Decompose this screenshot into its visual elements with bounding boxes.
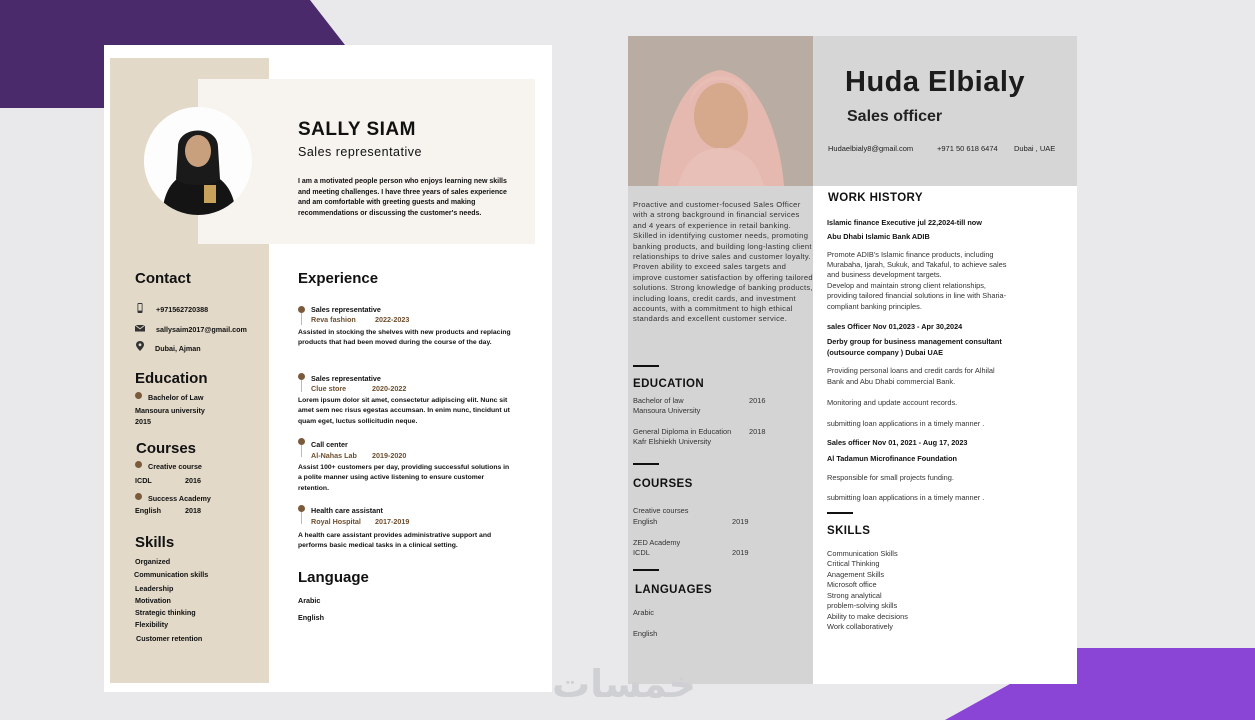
job-company: Al Tadamun Microfinance Foundation (827, 454, 957, 463)
course-line: Creative courses (633, 506, 689, 515)
skill-item: Customer retention (136, 634, 203, 643)
timeline-line (301, 445, 302, 457)
job-description: Assisted in stocking the shelves with new products and replacing products that had been moved during the course of the day. (298, 329, 511, 347)
languages-heading: LANGUAGES (635, 584, 713, 596)
resume-huda-elbialy (628, 36, 1077, 684)
job-line: Monitoring and update account records. (827, 398, 958, 407)
course-name: Success Academy (148, 494, 211, 503)
resume-sally-siam (104, 45, 552, 692)
course-name: Creative course (148, 462, 202, 471)
job-company: Abu Dhabi Islamic Bank ADIB (827, 232, 930, 241)
job-role: Sales representative (311, 374, 381, 383)
course-line: ICDL (633, 548, 650, 557)
job-company: (outsource company ) Dubai UAE (827, 348, 943, 357)
divider (633, 569, 659, 571)
job-line: providing tailored financial solutions in line with Sharia- (827, 291, 1007, 300)
resume2-email: Hudaelbialy8@gmail.com (828, 144, 914, 153)
job-line: submitting loan applications in a timely manner . (827, 419, 985, 428)
job-title: sales Officer Nov 01,2023 - Apr 30,2024 (827, 322, 963, 331)
education-line: Mansoura University (633, 406, 701, 415)
education-line: Bachelor of law (633, 396, 684, 405)
education-line: General Diploma in Education (633, 427, 732, 436)
profile-photo (628, 36, 813, 186)
education-degree: Bachelor of Law (148, 393, 204, 402)
course-year: 2018 (185, 506, 201, 515)
job-years: 2020-2022 (372, 384, 407, 393)
resume2-role: Sales officer (847, 108, 943, 125)
skill-item: Strategic thinking (135, 608, 196, 617)
experience-heading: Experience (298, 270, 379, 287)
skill-item: Work collaboratively (827, 622, 893, 631)
education-heading: Education (135, 370, 208, 387)
contact-heading: Contact (135, 270, 191, 287)
skill-item: problem-solving skills (827, 601, 898, 610)
divider (827, 512, 853, 514)
course-year: 2016 (185, 476, 201, 485)
job-line: and business development targets. (827, 270, 942, 279)
job-description: A health care assistant provides administrative support and performs basic medical tasks in a clinical setting. (298, 532, 492, 550)
job-role: Sales representative (311, 305, 381, 314)
job-company: Reva fashion (311, 315, 356, 324)
job-line: submitting loan applications in a timely manner . (827, 493, 985, 502)
job-company: Clue store (311, 384, 347, 393)
job-years: 2019-2020 (372, 451, 407, 460)
skill-item: Anagement Skills (827, 570, 885, 579)
divider (633, 463, 659, 465)
timeline-dot (298, 438, 305, 445)
course-line: ZED Academy (633, 538, 681, 547)
skill-item: Motivation (135, 596, 171, 605)
education-line: Kafr Elshiekh University (633, 437, 712, 446)
skill-item: Communication Skills (827, 549, 898, 558)
resume2-name: Huda Elbialy (845, 66, 1026, 98)
job-line: Murabaha, Ijarah, Sukuk, and Takaful, to achieve sales (827, 260, 1007, 269)
job-years: 2022-2023 (375, 315, 410, 324)
education-year: 2015 (135, 417, 151, 426)
contact-phone: +971562720388 (156, 305, 209, 314)
job-company: Al-Nahas Lab (311, 451, 357, 460)
resume2-location: Dubai , UAE (1014, 144, 1056, 153)
education-year: 2018 (749, 427, 766, 436)
resume2-phone: +971 50 618 6474 (937, 144, 998, 153)
job-line: Develop and maintain strong client relationships, (827, 281, 986, 290)
bullet (135, 392, 142, 399)
phone-icon (135, 303, 145, 313)
timeline-line (301, 313, 302, 325)
courses-heading: COURSES (633, 478, 693, 490)
timeline-dot (298, 306, 305, 313)
job-role: Health care assistant (311, 506, 383, 515)
skill-item: Communication skills (134, 570, 209, 579)
bullet (135, 461, 142, 468)
job-title: Islamic finance Executive jul 22,2024-till now (827, 218, 982, 227)
bullet (135, 493, 142, 500)
job-company: Derby group for business management consultant (827, 337, 1002, 346)
job-line: Bank and Abu Dhabi commercial Bank. (827, 377, 956, 386)
job-line: compliant banking principles. (827, 302, 922, 311)
resume2-profile: Proactive and customer-focused Sales Officer with a strong background in financial services and 4 years of experience in retail banking. Skilled in identifying customer needs, promoting banking products, and building long-lasting client relationships to drive sales and customer loyalty. Proven ability to exceed sales targets and improve customer satisfaction by offering tailored solutions. Strong knowledge of banking products, including loans, credit cards, and investment accounts, with a commitment to high ethical standards and excellent customer service. (633, 200, 813, 324)
skill-item: Flexibility (135, 620, 169, 629)
education-heading: EDUCATION (633, 378, 705, 390)
language-item: English (633, 629, 658, 638)
timeline-dot (298, 373, 305, 380)
email-icon (135, 323, 145, 333)
skill-item: Organized (135, 557, 171, 566)
skill-item: Microsoft office (827, 580, 877, 589)
language-item: English (298, 613, 324, 622)
course-year: 2019 (732, 517, 749, 526)
job-title: Sales officer Nov 01, 2021 - Aug 17, 2023 (827, 438, 968, 447)
profile-photo (144, 107, 252, 215)
work-history-heading: WORK HISTORY (828, 192, 923, 204)
job-years: 2017-2019 (375, 517, 410, 526)
language-item: Arabic (298, 596, 321, 605)
resume1-name: SALLY SIAM (298, 119, 416, 140)
job-description: Assist 100+ customers per day, providing successful solutions in a polite manner using active listening to ensure customer retention. (298, 464, 510, 492)
course-sub: ICDL (135, 476, 152, 485)
resume1-title: Sales representative (298, 145, 422, 159)
skills-heading: Skills (135, 534, 175, 551)
skills-heading: SKILLS (827, 525, 871, 537)
course-year: 2019 (732, 548, 749, 557)
language-heading: Language (298, 569, 369, 586)
job-description: Lorem ipsum dolor sit amet, consectetur adipiscing elit. Nunc sit amet sem nec risus egestas accumsan. In enim nunc, tincidunt ut quam eget, luctus sollicitudin neque. (298, 397, 510, 425)
courses-heading: Courses (136, 440, 197, 457)
timeline-line (301, 380, 302, 392)
contact-location: Dubai, Ajman (155, 344, 201, 353)
course-sub: English (135, 506, 161, 515)
watermark-logo: خمسات (552, 662, 696, 706)
location-pin-icon (135, 341, 145, 351)
job-line: Providing personal loans and credit cards for Alhilal (827, 366, 995, 375)
skill-item: Strong analytical (827, 591, 882, 600)
timeline-dot (298, 505, 305, 512)
job-line: Promote ADIB's Islamic finance products, including (827, 250, 994, 259)
skill-item: Leadership (135, 584, 174, 593)
job-role: Call center (311, 440, 348, 449)
contact-email: sallysaim2017@gmail.com (156, 325, 247, 334)
education-year: 2016 (749, 396, 766, 405)
course-line: English (633, 517, 658, 526)
job-company: Royal Hospital (311, 517, 361, 526)
skill-item: Ability to make decisions (827, 612, 908, 621)
language-item: Arabic (633, 608, 654, 617)
timeline-line (301, 512, 302, 524)
job-line: Responsible for small projects funding. (827, 473, 954, 482)
skill-item: Critical Thinking (827, 559, 880, 568)
resume1-summary: I am a motivated people person who enjoys learning new skills and meeting challenges. I have three years of sales experience and am comfortable with greeting guests and making recommendations or discussing the customer's needs. (298, 178, 507, 217)
divider (633, 365, 659, 367)
education-school: Mansoura university (135, 406, 205, 415)
